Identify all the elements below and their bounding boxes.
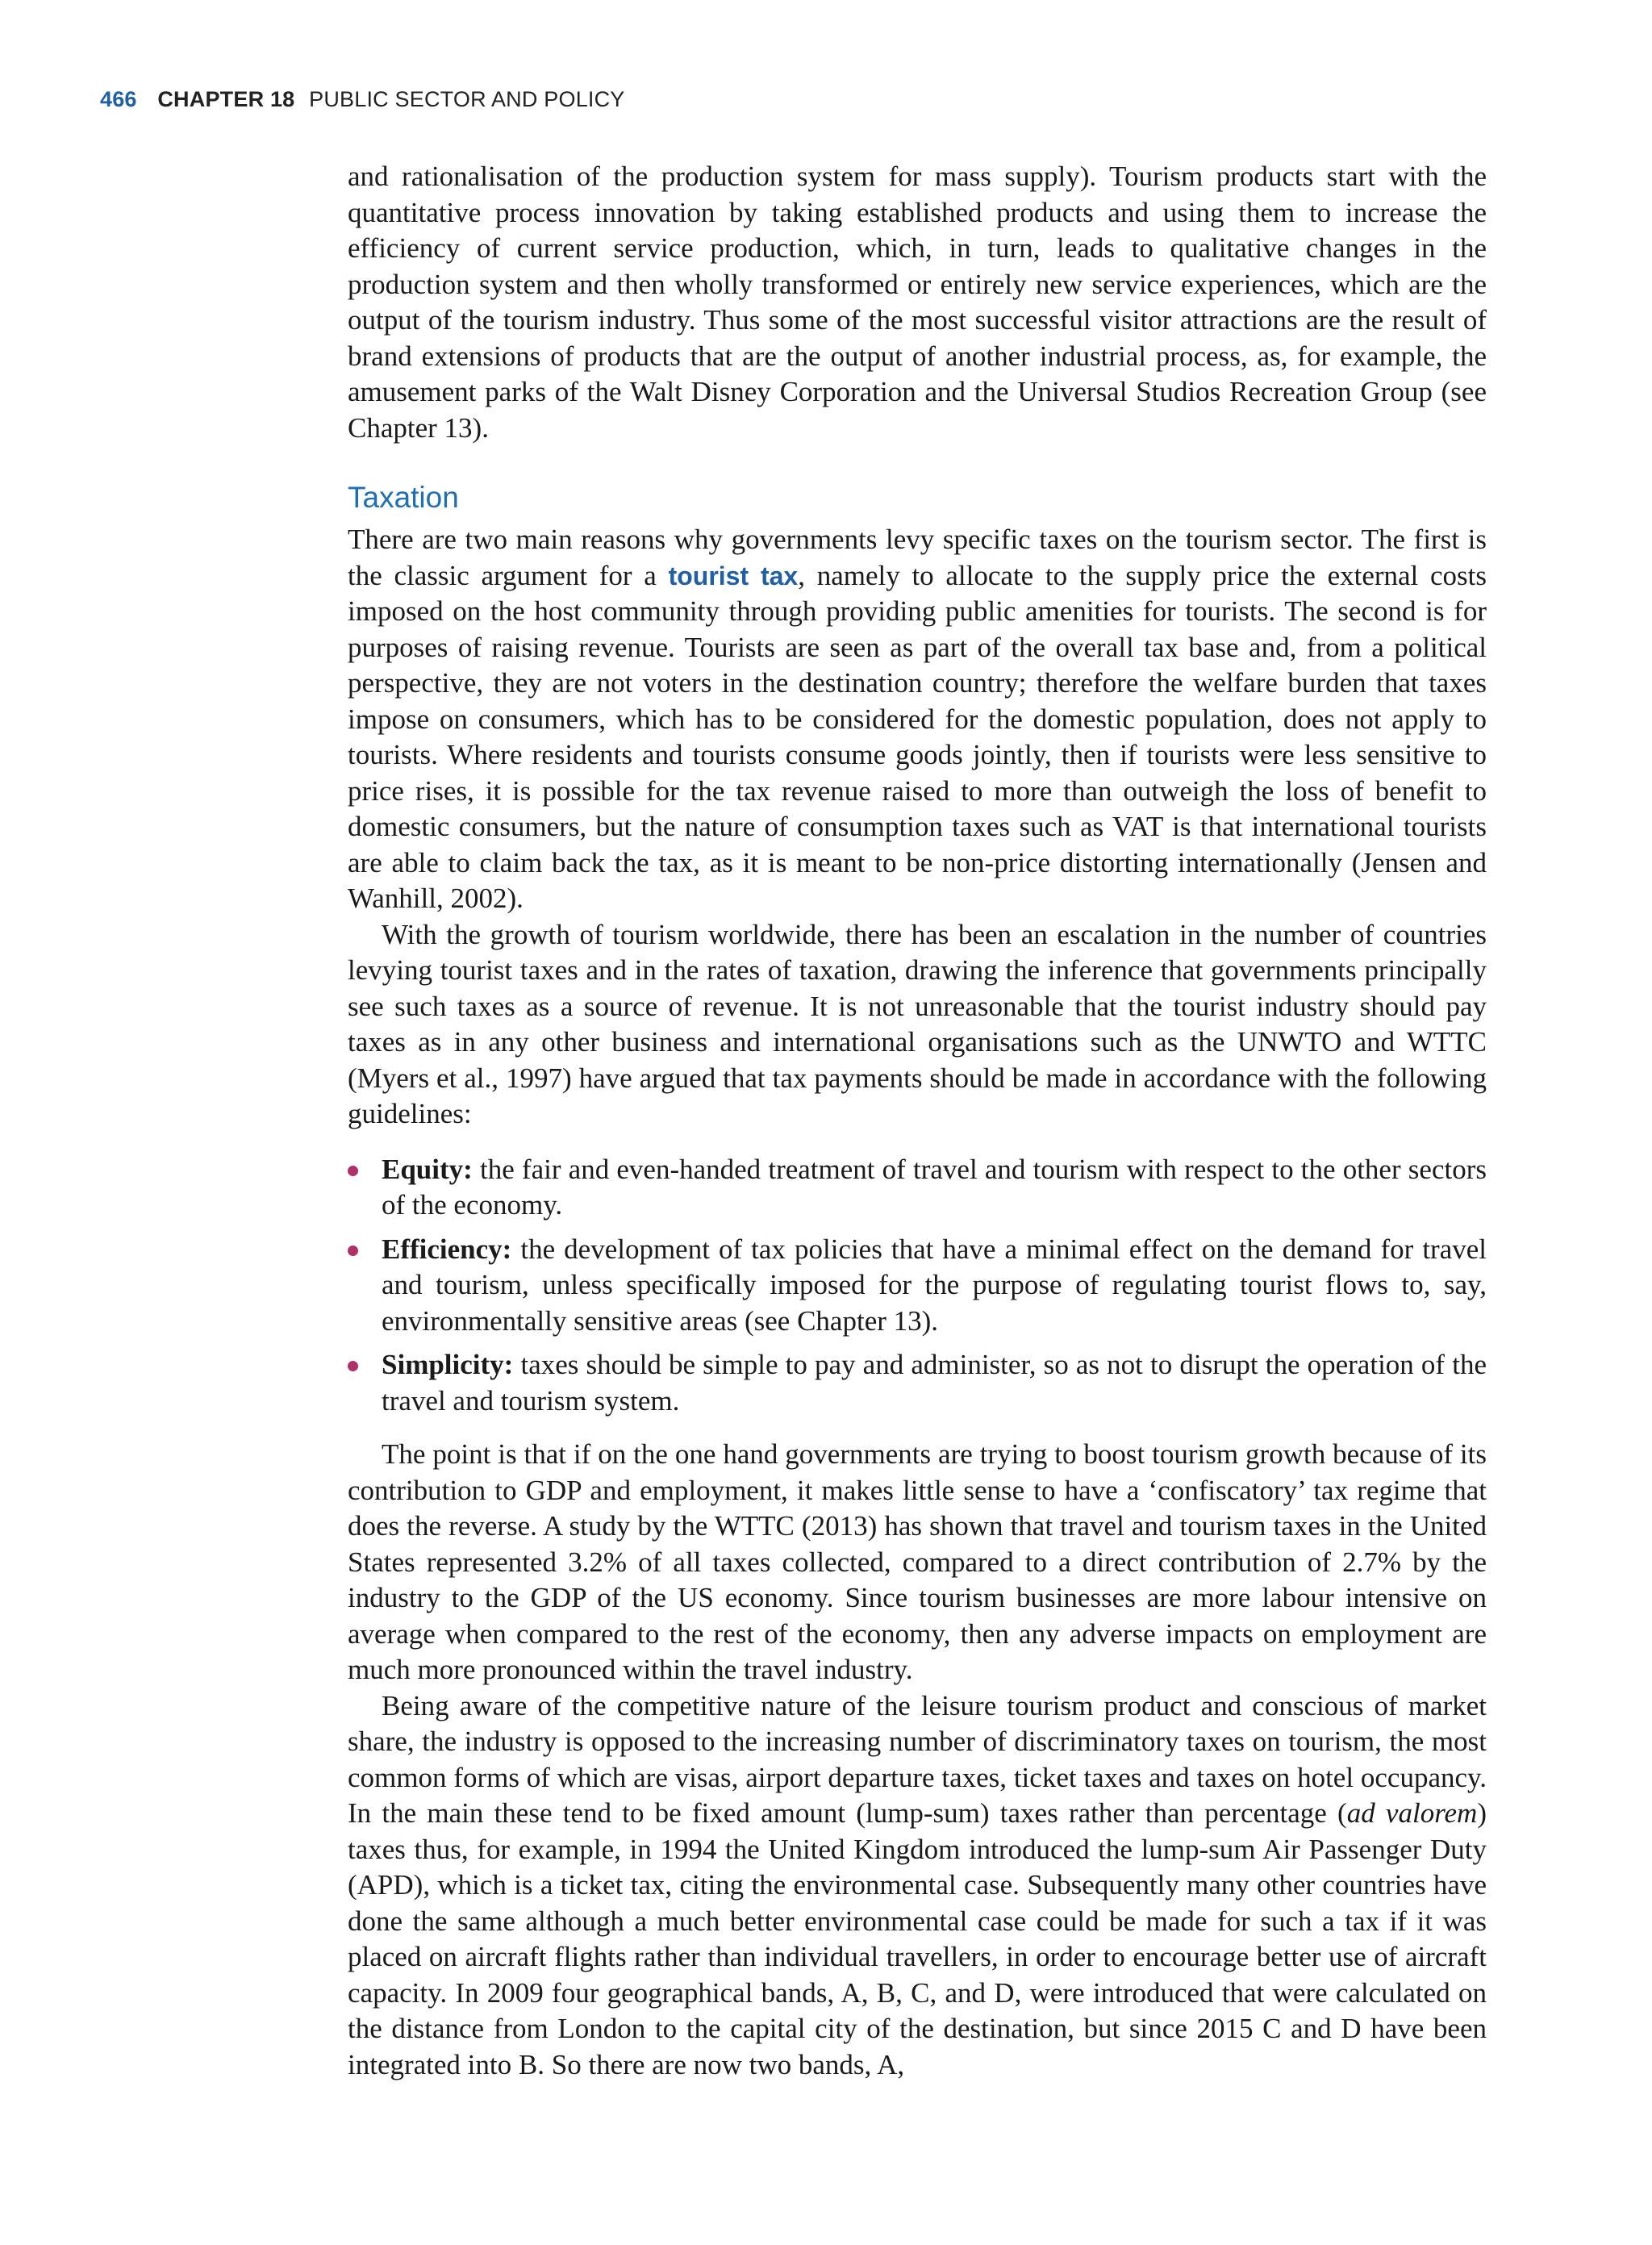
list-item-term: Simplicity: — [382, 1349, 514, 1380]
bullet-icon — [348, 1166, 358, 1176]
list-item-term: Equity: — [382, 1153, 473, 1185]
intro-paragraph: and rationalisation of the production system for mass supply). Tourism products start with the quantitative process innovation by taking established products and using them to increase the efficiency of current service production, which, in turn, leads to qualitative changes in the production system and then wholly transformed or entirely new service experiences, which are the output of the tourism industry. Thus some of the most successful visitor attractions are the result of brand extensions of products that are the output of another industrial process, as, for example, the amusement parks of the Walt Disney Corporation and the Universal Studios Recreation Group (see Chapter 13). — [348, 161, 1487, 444]
page-number: 466 — [100, 87, 137, 111]
list-item-term: Efficiency: — [382, 1233, 512, 1265]
list-item-text: the fair and even-handed treatment of travel and tourism with respect to the other sectors of the economy. — [382, 1153, 1487, 1221]
chapter-title: PUBLIC SECTOR AND POLICY — [309, 87, 625, 111]
list-item — [348, 1232, 1487, 1340]
paragraph-text: There are two main reasons why governments levy specific taxes on the tourism sector. The first is the classic argument for a — [348, 524, 1487, 591]
list-item — [348, 1347, 1487, 1419]
paragraph-taxation-reasons — [348, 522, 1487, 917]
bullet-icon — [348, 1361, 358, 1371]
section-heading-taxation: Taxation — [348, 481, 459, 514]
paragraph-wttc-study: The point is that if on the one hand governments are trying to boost tourism growth because of its contribution to GDP and employment, it makes little sense to have a ‘confiscatory’ tax regime that does the reverse. A study by the WTTC (2013) has shown that travel and tourism taxes in the United States represented 3.2% of all taxes collected, compared to a direct contribution of 2.7% by the industry to the GDP of the US economy. Since tourism businesses are more labour intensive on average when compared to the rest of the economy, then any adverse impacts on employment are much more pronounced within the travel industry. — [348, 1438, 1487, 1685]
paragraph-growth: With the growth of tourism worldwide, there has been an escalation in the number of countries levying tourist taxes and in the rates of taxation, drawing the inference that governments principally see such taxes as a source of revenue. It is not unreasonable that the tourist industry should pay taxes as in any other business and international organisations such as the UNWTO and WTTC (Myers et al., 1997) have argued that tax payments should be made in accordance with the following guidelines: — [348, 918, 1487, 1129]
italic-term: ad valorem — [1346, 1797, 1478, 1829]
chapter-label: CHAPTER 18 — [157, 87, 295, 111]
keyword-tourist-tax: tourist tax — [668, 561, 799, 590]
paragraph-text: Being aware of the competitive nature of the leisure tourism product and conscious of market share, the industry is opposed to the increasing number of discriminatory taxes on tourism, the most common forms of which are visas, airport departure taxes, ticket taxes and taxes on hotel occupancy. In the main these tend to be fixed amount (lump-sum) taxes rather than percentage ( — [348, 1689, 1487, 1829]
paragraph-text: ) taxes thus, for example, in 1994 the United Kingdom introduced the lump-sum Air Passenger Duty (APD), which is a ticket tax, citing the environmental case. Subsequently many other countries have done the same although a much better environmental case could be made for such a tax if it was placed on aircraft flights rather than individual travellers, in order to encourage better use of aircraft capacity. In 2009 four geographical bands, A, B, C, and D, were introduced that were calculated on the distance from London to the capital city of the destination, but since 2015 C and D have been integrated into B. So there are now two bands, A, — [348, 1797, 1487, 2080]
paragraph-text: , namely to allocate to the supply price the external costs imposed on the host community through providing public amenities for tourists. The second is for purposes of raising revenue. Tourists are seen as part of the overall tax base and, from a political perspective, they are not voters in the destination country; therefore the welfare burden that taxes impose on consumers, which has to be considered for the domestic population, does not apply to tourists. Where residents and tourists consume goods jointly, then if tourists were less sensitive to price rises, it is possible for the tax revenue raised to more than outweigh the loss of benefit to domestic consumers, but the nature of consumption taxes such as VAT is that international tourists are able to claim back the tax, as it is meant to be non-price distorting internationally (Jensen and Wanhill, 2002). — [348, 559, 1487, 914]
running-header — [100, 87, 625, 112]
page-body — [348, 159, 1487, 2083]
list-item-text: the development of tax policies that have a minimal effect on the demand for travel and tourism, unless specifically imposed for the purpose of regulating tourist flows to, say, environmentally sensitive areas (see Chapter 13). — [382, 1233, 1487, 1337]
bullet-icon — [348, 1246, 358, 1256]
list-item — [348, 1152, 1487, 1224]
paragraph-discriminatory-taxes — [348, 1688, 1487, 2084]
list-item-text: taxes should be simple to pay and administer, so as not to disrupt the operation of the travel and tourism system. — [382, 1349, 1487, 1417]
guidelines-list — [348, 1152, 1487, 1420]
